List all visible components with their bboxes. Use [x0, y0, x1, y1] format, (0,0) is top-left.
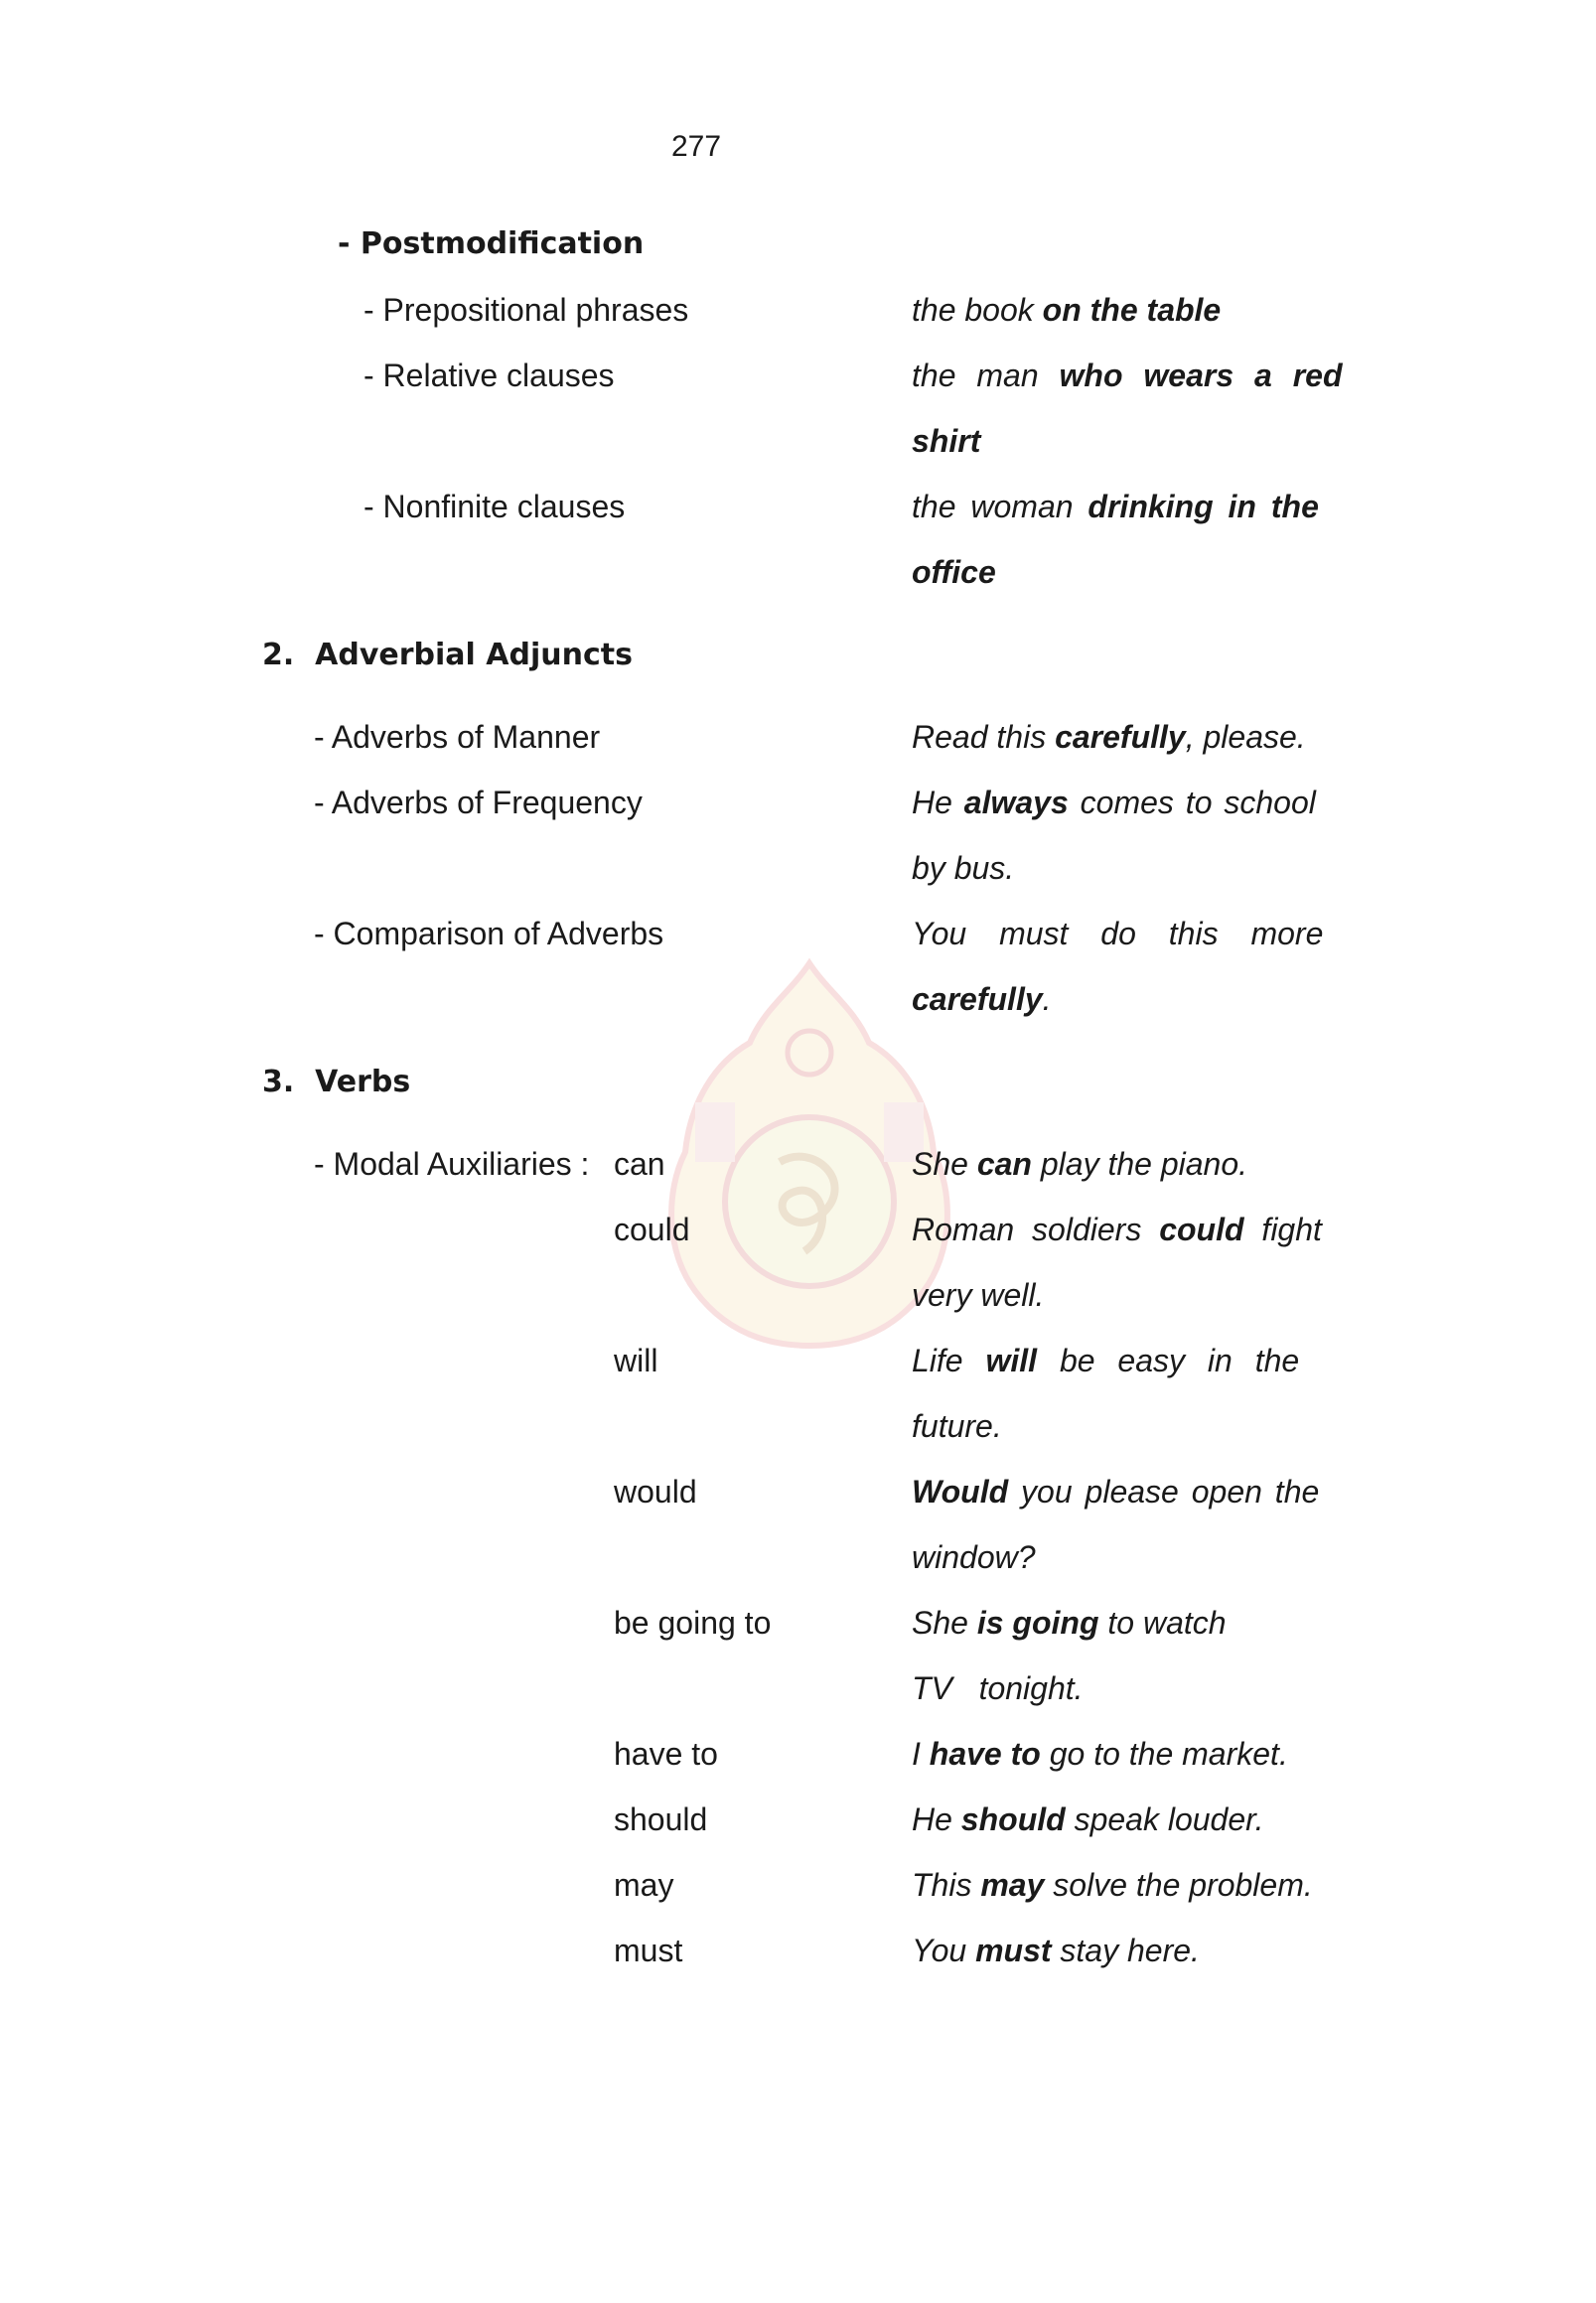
postmod-item-label: - Prepositional phrases [363, 292, 689, 328]
postmod-example: the woman drinking in the [912, 489, 1319, 524]
adverbial-item-label: - Adverbs of Frequency [314, 785, 643, 820]
modal-verb: could [614, 1212, 690, 1247]
modal-example-continued: future. [912, 1408, 1002, 1444]
modal-example: He should speak louder. [912, 1801, 1264, 1837]
adverbial-item-label: - Adverbs of Manner [314, 719, 601, 755]
modal-example: Life will be easy in the [912, 1343, 1300, 1378]
dash: - [338, 226, 351, 261]
postmod-example: the book on the table [912, 292, 1222, 328]
postmod-example: the man who wears a red [912, 358, 1343, 393]
modal-verb: must [614, 1933, 683, 1968]
modal-example: You must stay here. [912, 1933, 1200, 1968]
page-number: 277 [671, 130, 722, 163]
modal-verb: should [614, 1801, 708, 1837]
postmodification-heading [338, 224, 644, 264]
postmod-item-label: - Relative clauses [363, 358, 615, 393]
adverbial-example: Read this carefully, please. [912, 719, 1306, 755]
modal-example: I have to go to the market. [912, 1736, 1288, 1772]
adverbial-example: You must do this more [912, 916, 1324, 951]
verbs-heading: 3. Verbs [262, 1065, 411, 1099]
modal-example: She can play the piano. [912, 1146, 1248, 1182]
modal-example: Roman soldiers could fight [912, 1212, 1322, 1247]
adverbial-example-continued: by bus. [912, 850, 1015, 886]
modal-verb: be going to [614, 1605, 772, 1641]
modal-auxiliaries-label: - Modal Auxiliaries : [314, 1146, 590, 1182]
modal-example: She is going to watch [912, 1605, 1227, 1641]
modal-example-continued: TV tonight. [912, 1670, 1084, 1706]
modal-verb: can [614, 1146, 665, 1182]
modal-verb: may [614, 1867, 674, 1903]
modal-verb: would [614, 1474, 697, 1510]
modal-verb: have to [614, 1736, 718, 1772]
modal-example: This may solve the problem. [912, 1867, 1313, 1903]
postmod-example-continued: shirt [912, 423, 981, 459]
modal-example: Would you please open the [912, 1474, 1320, 1510]
adverbial-item-label: - Comparison of Adverbs [314, 916, 664, 951]
adverbial-example: He always comes to school [912, 785, 1316, 820]
modal-example-continued: window? [912, 1539, 1036, 1575]
adverbial-adjuncts-heading: 2. Adverbial Adjuncts [262, 638, 633, 672]
modal-verb: will [614, 1343, 658, 1378]
modal-example-continued: very well. [912, 1277, 1045, 1313]
adverbial-example-continued: carefully. [912, 981, 1052, 1017]
postmodification-title: Postmodification [360, 226, 645, 261]
postmod-example-continued: office [912, 554, 996, 590]
postmod-item-label: - Nonfinite clauses [363, 489, 626, 524]
